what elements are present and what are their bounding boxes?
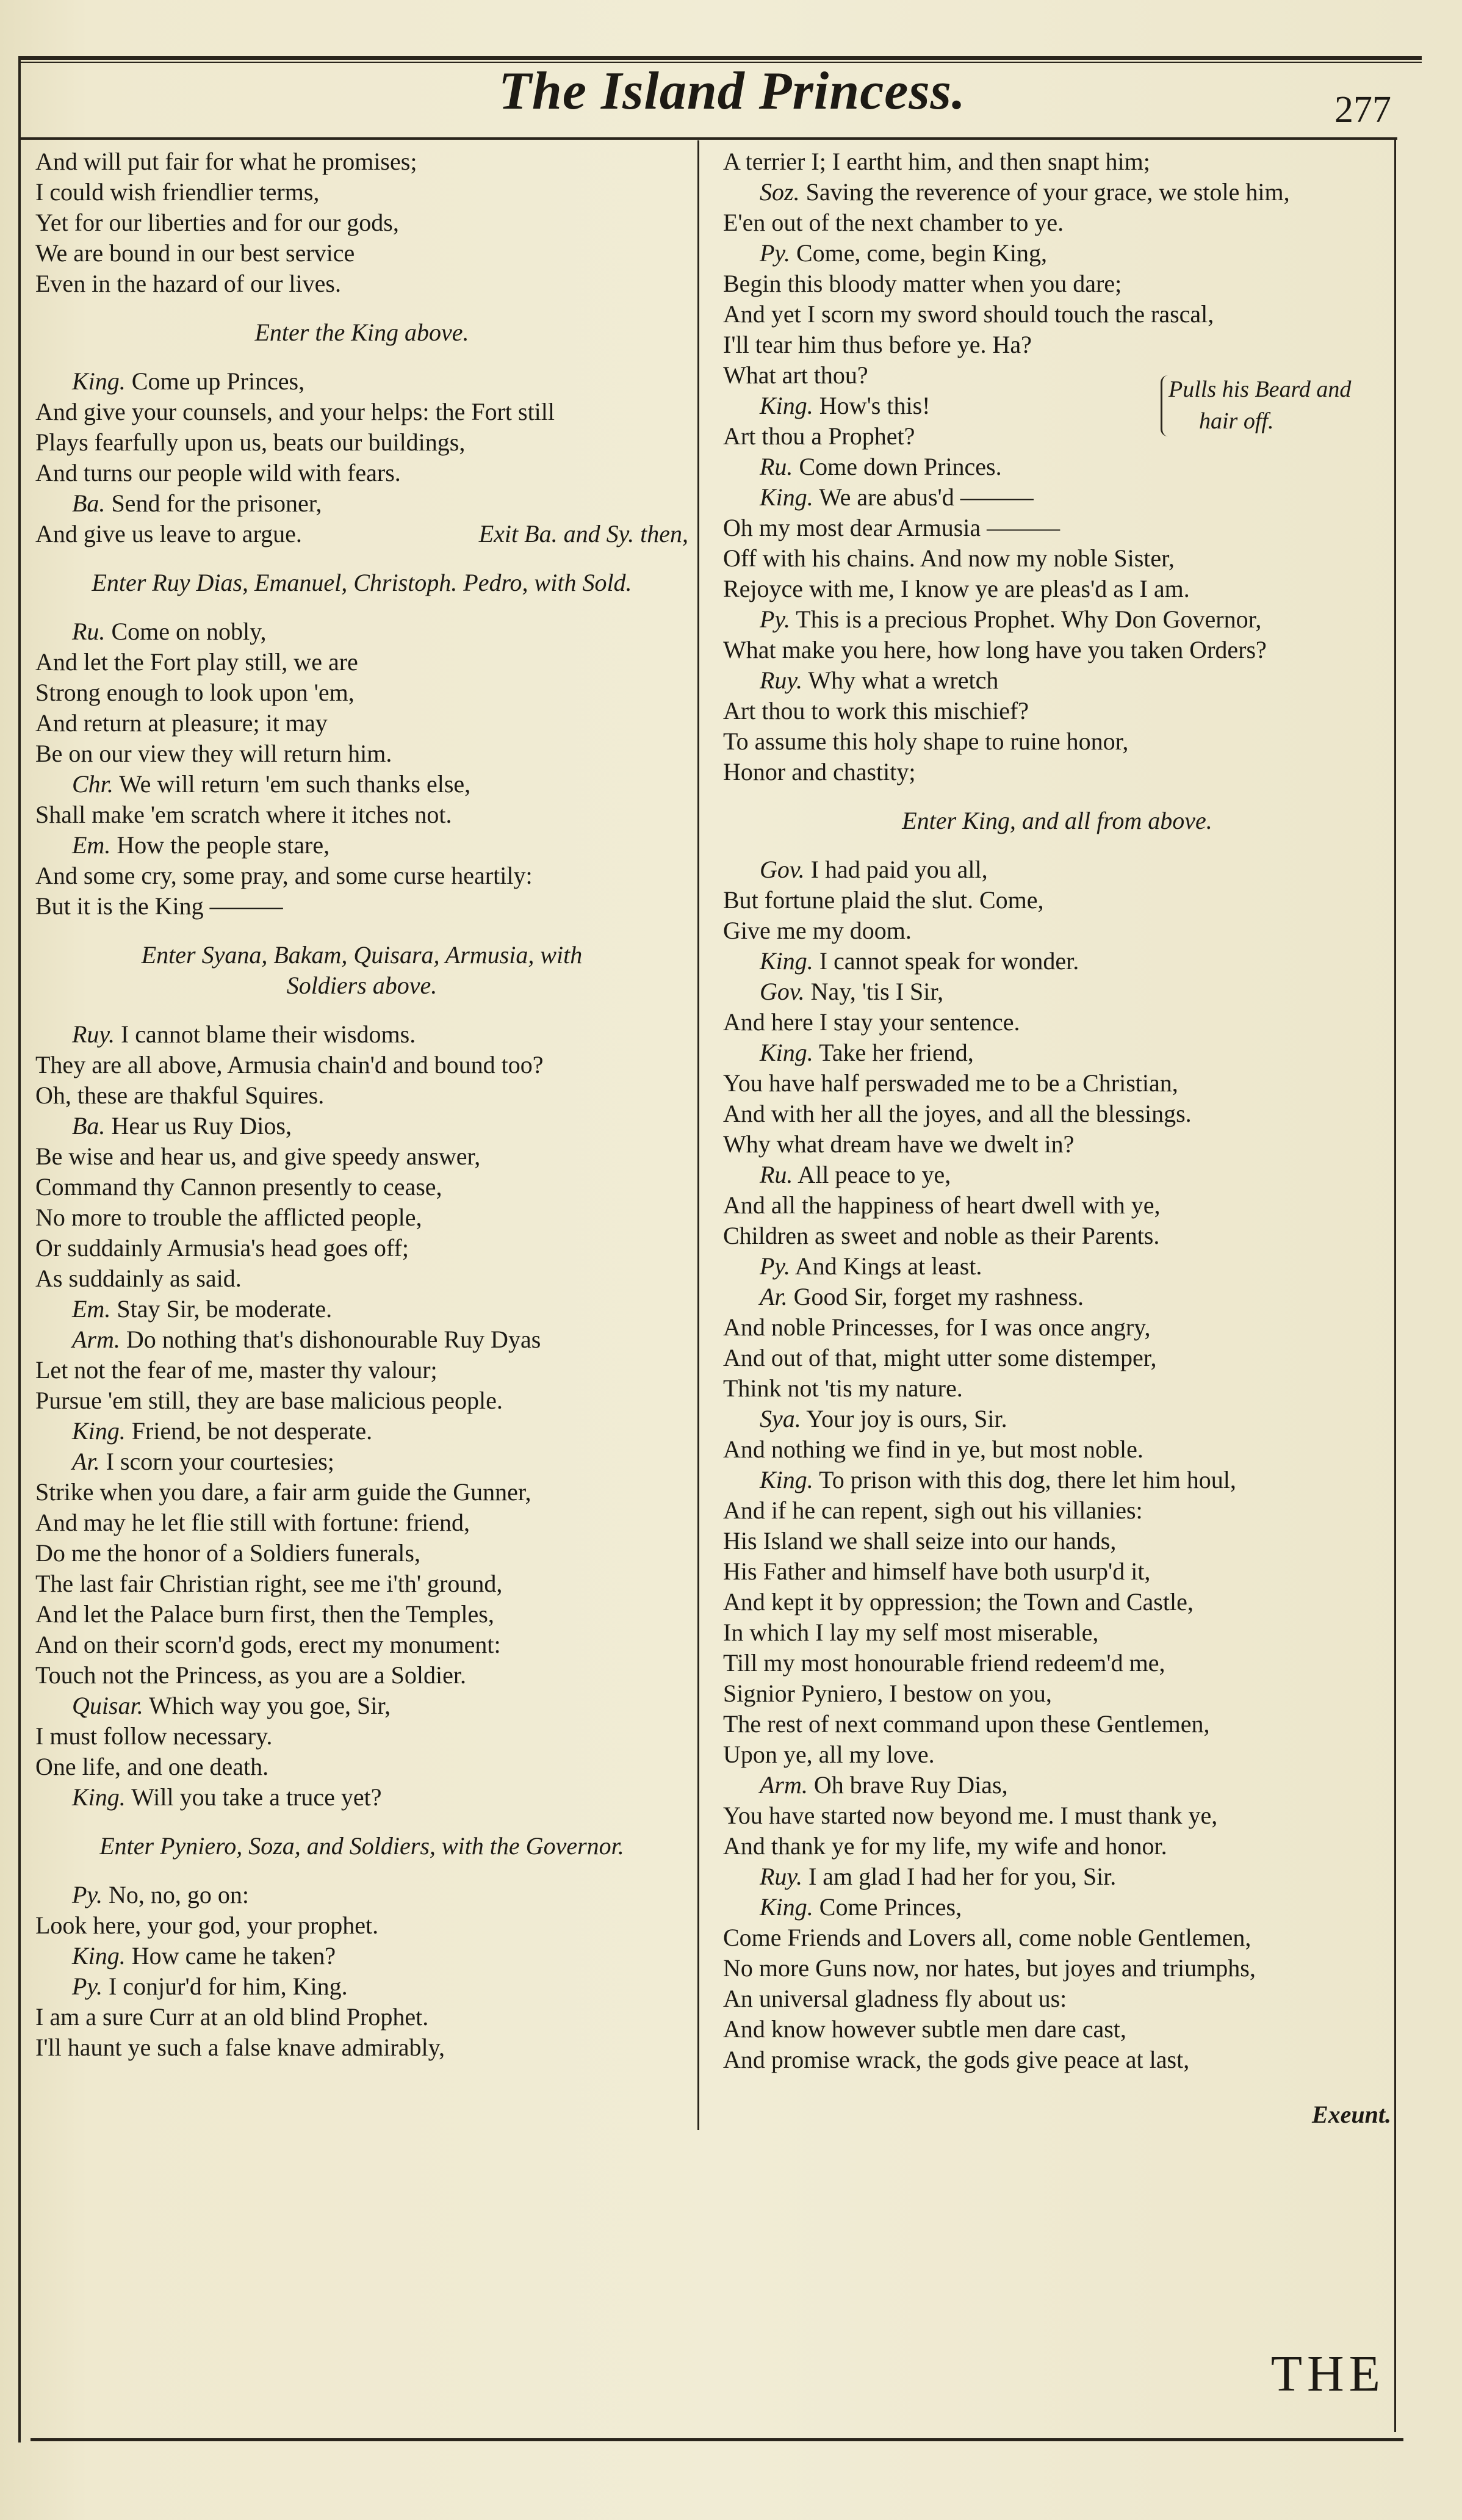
speaker-name: Ar. — [760, 1283, 788, 1310]
verse-line — [35, 1019, 688, 1050]
verse-line — [35, 1691, 688, 1721]
verse-line — [723, 1312, 1391, 1343]
verse-line — [723, 1953, 1391, 1984]
line-text: This is a precious Prophet. Why Don Governor, — [790, 605, 1262, 633]
verse-line — [723, 146, 1391, 177]
speaker-name: King. — [72, 1783, 126, 1811]
line-text: And noble Princesses, for I was once angry, — [723, 1313, 1151, 1341]
line-text: Come Friends and Lovers all, come noble Gentlemen, — [723, 1924, 1251, 1951]
line-text: Come Princes, — [813, 1893, 962, 1921]
speaker-name: King. — [760, 1466, 813, 1493]
verse-line — [723, 854, 1391, 885]
marginal-note-line-2: hair off. — [1199, 408, 1274, 434]
line-text: And some cry, some pray, and some curse heartily: — [35, 862, 533, 889]
verse-line — [35, 1324, 688, 1355]
line-text: Yet for our liberties and for our gods, — [35, 209, 399, 236]
line-text: Command thy Cannon presently to cease, — [35, 1173, 442, 1200]
marginal-stage-direction — [1169, 374, 1394, 441]
verse-line — [35, 1538, 688, 1569]
verse-line — [723, 238, 1391, 269]
verse-line — [35, 1880, 688, 1910]
line-text: Enter Syana, Bakam, Quisara, Armusia, with — [141, 941, 583, 969]
speaker-name: Em. — [72, 831, 111, 859]
verse-line — [35, 1202, 688, 1233]
line-text: I must follow necessary. — [35, 1722, 273, 1750]
verse-line — [723, 1434, 1391, 1465]
verse-line — [723, 1282, 1391, 1312]
line-text: The rest of next command upon these Gentlemen, — [723, 1710, 1210, 1738]
verse-line — [723, 977, 1391, 1007]
verse-line — [35, 208, 688, 238]
line-text: And know however subtle men dare cast, — [723, 2015, 1126, 2043]
line-text: I scorn your courtesies; — [99, 1448, 334, 1475]
line-text: Come on nobly, — [105, 618, 267, 645]
line-text: An universal gladness fly about us: — [723, 1985, 1067, 2012]
line-text: Be on our view they will return him. — [35, 740, 392, 767]
line-text: And may he let flie still with fortune: friend, — [35, 1509, 470, 1536]
line-text: And give your counsels, and your helps: the Fort still — [35, 398, 555, 425]
line-text: What make you here, how long have you taken Orders? — [723, 636, 1267, 663]
verse-line — [723, 1678, 1391, 1709]
verse-line — [723, 726, 1391, 757]
line-text: Off with his chains. And now my noble Sister, — [723, 544, 1175, 572]
verse-line — [723, 1770, 1391, 1800]
speaker-name: Ba. — [72, 1112, 106, 1139]
line-text: No more to trouble the afflicted people, — [35, 1204, 422, 1231]
verse-line — [723, 1160, 1391, 1190]
line-text: They are all above, Armusia chain'd and bound too? — [35, 1051, 544, 1078]
line-text: Do me the honor of a Soldiers funerals, — [35, 1539, 420, 1567]
line-text: I could wish friendlier terms, — [35, 178, 320, 206]
marginal-note-line-1: Pulls his Beard and — [1169, 377, 1352, 402]
verse-line — [35, 1910, 688, 1941]
line-text: Saving the reverence of your grace, we stole him, — [799, 178, 1290, 206]
line-text: And return at pleasure; it may — [35, 709, 328, 737]
speaker-name: King. — [72, 1942, 126, 1969]
verse-line — [35, 519, 688, 549]
verse-line — [723, 915, 1391, 946]
verse-line — [35, 1721, 688, 1752]
verse-line — [35, 861, 688, 891]
speaker-name: Py. — [760, 1252, 790, 1280]
line-text: And nothing we find in ye, but most noble. — [723, 1435, 1143, 1463]
line-text: In which I lay my self most miserable, — [723, 1619, 1099, 1646]
verse-line — [35, 1599, 688, 1630]
line-text: How's this! — [813, 392, 931, 419]
speaker-name: King. — [760, 392, 813, 419]
verse-line — [35, 238, 688, 269]
verse-line — [35, 1971, 688, 2002]
line-text: And yet I scorn my sword should touch the rascal, — [723, 300, 1214, 328]
line-text: But it is the King ——— — [35, 892, 283, 920]
verse-line — [35, 830, 688, 861]
exit-stage-direction: Exit Ba. and Sy. then, — [478, 520, 688, 547]
exeunt-direction: Exeunt. — [1311, 2101, 1391, 2128]
line-text: Oh brave Ruy Dias, — [807, 1771, 1008, 1799]
verse-line — [35, 1263, 688, 1294]
verse-line — [723, 665, 1391, 696]
verse-line — [35, 1630, 688, 1660]
verse-line — [35, 1385, 688, 1416]
verse-line — [723, 1465, 1391, 1495]
verse-line — [723, 946, 1391, 977]
verse-line — [723, 1068, 1391, 1099]
verse-line — [723, 757, 1391, 787]
stage-direction — [35, 317, 688, 348]
verse-line — [35, 769, 688, 800]
speaker-name: King. — [760, 947, 813, 975]
speaker-name: Gov. — [760, 978, 805, 1005]
verse-line — [35, 708, 688, 738]
verse-line — [723, 1099, 1391, 1129]
header-rule — [18, 137, 1397, 140]
verse-line — [723, 269, 1391, 299]
verse-line — [35, 1294, 688, 1324]
verse-line — [35, 1752, 688, 1782]
speaker-name: Ruy. — [760, 666, 802, 694]
speaker-name: King. — [760, 1039, 813, 1066]
speaker-name: Gov. — [760, 856, 805, 883]
line-text: To prison with this dog, there let him houl, — [813, 1466, 1236, 1493]
line-text: Plays fearfully upon us, beats our buildings, — [35, 428, 466, 456]
verse-line — [35, 1141, 688, 1172]
verse-line — [35, 1050, 688, 1080]
speaker-name: Py. — [760, 605, 790, 633]
line-text: Children as sweet and noble as their Parents. — [723, 1222, 1160, 1249]
verse-line — [35, 677, 688, 708]
verse-line — [723, 1648, 1391, 1678]
line-text: All peace to ye, — [793, 1161, 951, 1188]
line-text: Good Sir, forget my rashness. — [787, 1283, 1084, 1310]
page-border-right — [1394, 137, 1396, 2432]
line-text: Take her friend, — [813, 1039, 974, 1066]
speaker-name: Ru. — [760, 453, 793, 480]
verse-line — [35, 1507, 688, 1538]
line-text: Even in the hazard of our lives. — [35, 270, 341, 297]
page-border-bottom — [31, 2438, 1403, 2441]
line-text: Touch not the Princess, as you are a Soldier. — [35, 1661, 466, 1689]
verse-line — [723, 1190, 1391, 1221]
verse-line — [35, 1660, 688, 1691]
verse-line — [35, 397, 688, 427]
verse-line — [723, 1495, 1391, 1526]
line-text: And if he can repent, sigh out his villanies: — [723, 1496, 1143, 1524]
line-text: As suddainly as said. — [35, 1265, 242, 1292]
speaker-name: Ruy. — [760, 1863, 802, 1890]
line-text: Begin this bloody matter when you dare; — [723, 270, 1122, 297]
verse-line — [723, 1617, 1391, 1648]
verse-line — [35, 1477, 688, 1507]
verse-line — [723, 1221, 1391, 1251]
verse-line — [35, 1569, 688, 1599]
line-text: And with her all the joyes, and all the blessings. — [723, 1100, 1192, 1127]
line-text: Stay Sir, be moderate. — [110, 1295, 333, 1323]
verse-line — [723, 2014, 1391, 2045]
line-text: No more Guns now, nor hates, but joyes and triumphs, — [723, 1954, 1256, 1982]
stage-direction — [35, 970, 688, 1001]
line-text: Will you take a truce yet? — [125, 1783, 382, 1811]
line-text: Oh, these are thakful Squires. — [35, 1081, 325, 1109]
line-text: Enter King, and all from above. — [902, 807, 1212, 834]
line-text: His Island we shall seize into our hands, — [723, 1527, 1117, 1554]
verse-line — [723, 543, 1391, 574]
verse-line — [723, 452, 1391, 482]
speaker-name: Sya. — [760, 1405, 801, 1432]
verse-line — [723, 696, 1391, 726]
speaker-name: Quisar. — [72, 1692, 143, 1719]
verse-line — [35, 427, 688, 458]
line-text: Art thou to work this mischief? — [723, 697, 1029, 724]
verse-line — [723, 208, 1391, 238]
speaker-name: Em. — [72, 1295, 111, 1323]
verse-line — [723, 1556, 1391, 1587]
page-number: 277 — [1334, 89, 1391, 131]
verse-line — [723, 1800, 1391, 1831]
speaker-name: Ru. — [760, 1161, 793, 1188]
verse-line — [723, 1373, 1391, 1404]
line-text: How the people stare, — [110, 831, 330, 859]
speaker-name: King. — [760, 483, 813, 511]
verse-line — [723, 885, 1391, 915]
verse-line — [723, 604, 1391, 635]
line-text: Enter Ruy Dias, Emanuel, Christoph. Pedro, with Sold. — [92, 569, 632, 596]
line-text: And will put fair for what he promises; — [35, 148, 417, 175]
verse-line — [723, 1922, 1391, 1953]
speaker-name: Py. — [760, 239, 790, 267]
verse-line — [35, 2002, 688, 2032]
verse-line — [35, 1446, 688, 1477]
line-text: A terrier I; I eartht him, and then snapt him; — [723, 148, 1150, 175]
speaker-name: Ruy. — [72, 1020, 115, 1048]
line-text: Pursue 'em still, they are base malicious people. — [35, 1387, 503, 1414]
verse-line — [723, 635, 1391, 665]
verse-line — [723, 1739, 1391, 1770]
verse-line — [723, 513, 1391, 543]
left-text-column — [35, 146, 688, 2063]
line-text: Oh my most dear Armusia ——— — [723, 514, 1060, 541]
line-text: Be wise and hear us, and give speedy answer, — [35, 1143, 481, 1170]
speaker-name: Soz. — [760, 178, 800, 206]
verse-line — [723, 482, 1391, 513]
line-text: Till my most honourable friend redeem'd me, — [723, 1649, 1165, 1677]
line-text: Which way you goe, Sir, — [143, 1692, 391, 1719]
line-text: Let not the fear of me, master thy valour; — [35, 1356, 438, 1384]
line-text: I'll haunt ye such a false knave admirably, — [35, 2034, 445, 2061]
stage-direction — [35, 1831, 688, 1861]
verse-line — [723, 1984, 1391, 2014]
verse-line — [723, 1038, 1391, 1068]
column-divider — [697, 140, 699, 2130]
verse-line — [723, 1587, 1391, 1617]
line-text: And on their scorn'd gods, erect my monument: — [35, 1631, 501, 1658]
line-text: Your joy is ours, Sir. — [801, 1405, 1007, 1432]
line-text: Come down Princes. — [793, 453, 1002, 480]
stage-direction — [35, 940, 688, 970]
line-text: The last fair Christian right, see me i'th' ground, — [35, 1570, 503, 1597]
line-text: Why what a wretch — [802, 666, 999, 694]
verse-line — [35, 647, 688, 677]
line-text: E'en out of the next chamber to ye. — [723, 209, 1064, 236]
speaker-name: Chr. — [72, 770, 113, 798]
line-text: Look here, your god, your prophet. — [35, 1912, 379, 1939]
verse-line — [723, 1404, 1391, 1434]
line-text: Or suddainly Armusia's head goes off; — [35, 1234, 409, 1262]
line-text: I had paid you all, — [804, 856, 988, 883]
verse-line — [723, 1343, 1391, 1373]
line-text: Strike when you dare, a fair arm guide the Gunner, — [35, 1478, 531, 1506]
speaker-name: Ru. — [72, 618, 106, 645]
line-text: Why what dream have we dwelt in? — [723, 1130, 1075, 1158]
line-text: Upon ye, all my love. — [723, 1741, 935, 1768]
verse-line — [723, 1709, 1391, 1739]
line-text: Do nothing that's dishonourable Ruy Dyas — [120, 1326, 541, 1353]
line-text: Enter the King above. — [254, 319, 469, 346]
line-text: And turns our people wild with fears. — [35, 459, 401, 486]
speaker-name: Ba. — [72, 489, 106, 517]
speaker-name: King. — [72, 367, 126, 395]
verse-line — [35, 269, 688, 299]
verse-line — [723, 1251, 1391, 1282]
line-text: Hear us Ruy Dios, — [105, 1112, 292, 1139]
line-text: One life, and one death. — [35, 1753, 269, 1780]
line-text: To assume this holy shape to ruine honor, — [723, 727, 1129, 755]
line-text: You have started now beyond me. I must thank ye, — [723, 1802, 1218, 1829]
verse-line — [35, 2032, 688, 2063]
speaker-name: Py. — [72, 1881, 103, 1908]
running-title: The Island Princess. — [499, 62, 966, 121]
verse-line — [35, 458, 688, 488]
line-text: You have half perswaded me to be a Christian, — [723, 1069, 1178, 1097]
line-text: And thank ye for my life, my wife and honor. — [723, 1832, 1167, 1860]
verse-line — [35, 1355, 688, 1385]
line-text: I am a sure Curr at an old blind Prophet. — [35, 2003, 429, 2031]
page-border-left — [18, 56, 21, 2442]
line-text: Soldiers above. — [286, 972, 438, 999]
verse-line — [35, 1080, 688, 1111]
line-text: No, no, go on: — [102, 1881, 249, 1908]
verse-line — [723, 574, 1391, 604]
verse-line — [35, 738, 688, 769]
line-text: Shall make 'em scratch where it itches not. — [35, 801, 452, 828]
line-text: How came he taken? — [125, 1942, 336, 1969]
speaker-name: Py. — [72, 1973, 103, 2000]
line-text: Come, come, begin King, — [790, 239, 1048, 267]
verse-line — [723, 330, 1391, 360]
line-text: And here I stay your sentence. — [723, 1008, 1020, 1036]
line-text: We are bound in our best service — [35, 239, 355, 267]
line-text: And promise wrack, the gods give peace at last, — [723, 2046, 1190, 2073]
line-text: And give us leave to argue. — [35, 520, 302, 547]
line-text: I cannot blame their wisdoms. — [114, 1020, 416, 1048]
line-text: What art thou? — [723, 361, 868, 389]
verse-line — [35, 1782, 688, 1813]
line-text: Strong enough to look upon 'em, — [35, 679, 355, 706]
line-text: Art thou a Prophet? — [723, 422, 915, 450]
line-text: Nay, 'tis I Sir, — [804, 978, 944, 1005]
line-text: Honor and chastity; — [723, 758, 916, 785]
verse-line — [35, 1172, 688, 1202]
verse-line — [35, 177, 688, 208]
verse-line — [35, 891, 688, 922]
verse-line — [35, 146, 688, 177]
line-text: Give me my doom. — [723, 917, 912, 944]
line-text: And kept it by oppression; the Town and Castle, — [723, 1588, 1194, 1616]
line-text: Think not 'tis my nature. — [723, 1374, 963, 1402]
verse-line — [723, 1007, 1391, 1038]
line-text: Rejoyce with me, I know ye are pleas'd as I am. — [723, 575, 1190, 602]
verse-line — [723, 177, 1391, 208]
stage-direction — [35, 568, 688, 598]
line-text: Send for the prisoner, — [105, 489, 322, 517]
speaker-name: King. — [760, 1893, 813, 1921]
verse-line — [35, 616, 688, 647]
verse-line — [723, 299, 1391, 330]
verse-line — [723, 1129, 1391, 1160]
stage-direction — [723, 806, 1391, 836]
verse-line — [35, 800, 688, 830]
line-text: His Father and himself have both usurp'd it, — [723, 1558, 1151, 1585]
line-text: Come up Princes, — [125, 367, 305, 395]
line-text: And let the Fort play still, we are — [35, 648, 358, 676]
speaker-name: Ar. — [72, 1448, 100, 1475]
line-text: Enter Pyniero, Soza, and Soldiers, with the Governor. — [99, 1832, 624, 1860]
line-text: And out of that, might utter some distemper, — [723, 1344, 1157, 1371]
verse-line — [35, 1416, 688, 1446]
speaker-name: King. — [72, 1417, 126, 1445]
verse-line — [35, 488, 688, 519]
verse-line — [35, 366, 688, 397]
catchword: THE — [1270, 2345, 1385, 2402]
verse-line — [35, 1233, 688, 1263]
line-text: And let the Palace burn first, then the Temples, — [35, 1600, 494, 1628]
verse-line — [723, 1526, 1391, 1556]
speaker-name: Arm. — [760, 1771, 808, 1799]
verse-line — [35, 1111, 688, 1141]
line-text: I cannot speak for wonder. — [813, 947, 1079, 975]
line-text: I am glad I had her for you, Sir. — [802, 1863, 1117, 1890]
line-text: And Kings at least. — [790, 1252, 982, 1280]
verse-line — [723, 2045, 1391, 2075]
line-text: We are abus'd ——— — [813, 483, 1034, 511]
speaker-name: Arm. — [72, 1326, 120, 1353]
verse-line — [35, 1941, 688, 1971]
line-text: Signior Pyniero, I bestow on you, — [723, 1680, 1052, 1707]
verse-line — [723, 1831, 1391, 1861]
verse-line — [723, 1861, 1391, 1892]
line-text: I'll tear him thus before ye. Ha? — [723, 331, 1032, 358]
verse-line — [723, 1892, 1391, 1922]
line-text: And all the happiness of heart dwell with ye, — [723, 1191, 1161, 1219]
line-text: Friend, be not desperate. — [125, 1417, 373, 1445]
line-text: I conjur'd for him, King. — [102, 1973, 348, 2000]
line-text: But fortune plaid the slut. Come, — [723, 886, 1044, 914]
line-text: We will return 'em such thanks else, — [113, 770, 471, 798]
